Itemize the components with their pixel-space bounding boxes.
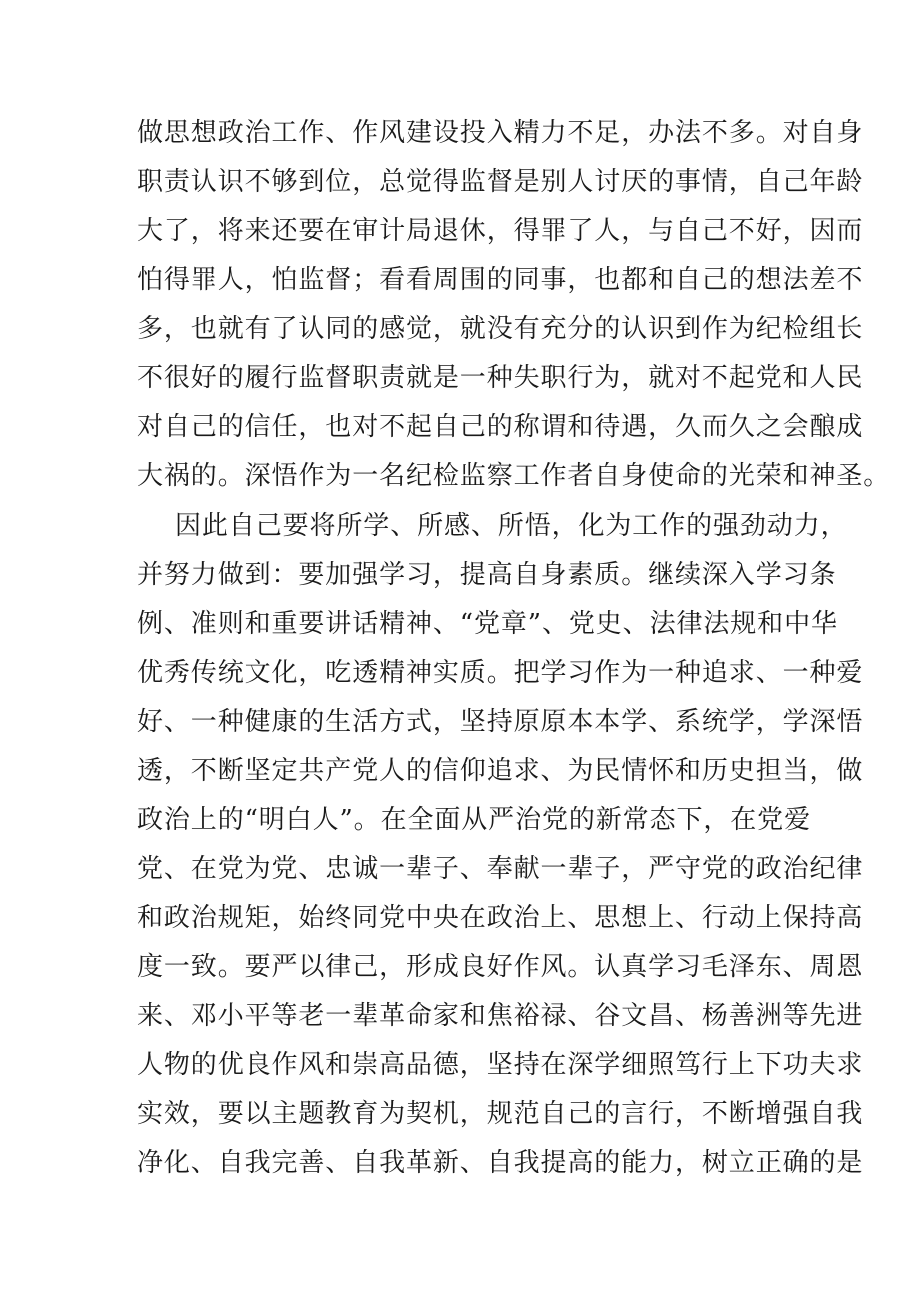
paragraph-1-line: 做思想政治工作、作风建设投入精力不足，办法不多。对自身 xyxy=(137,118,864,148)
paragraph-2-line: 例、准则和重要讲话精神、“党章”、党史、法律法规和中华 xyxy=(137,609,838,639)
paragraph-2-line: 来、邓小平等老一辈革命家和焦裕禄、谷文昌、杨善洲等先进 xyxy=(137,1001,864,1031)
paragraph-2-line: 党、在党为党、忠诚一辈子、奉献一辈子，严守党的政治纪律 xyxy=(137,854,864,884)
paragraph-2 xyxy=(137,502,864,1188)
paragraph-1-line: 大了，将来还要在审计局退休，得罪了人，与自己不好，因而 xyxy=(137,216,864,246)
paragraph-1-line: 多，也就有了认同的感觉，就没有充分的认识到作为纪检组长 xyxy=(137,314,864,344)
paragraph-2-line: 并努力做到：要加强学习，提高自身素质。继续深入学习条 xyxy=(137,560,837,590)
paragraph-2-line: 实效，要以主题教育为契机，规范自己的言行，不断增强自我 xyxy=(137,1099,864,1129)
paragraph-2-line: 优秀传统文化，吃透精神实质。把学习作为一种追求、一种爱 xyxy=(137,658,864,688)
paragraph-2-line: 和政治规矩，始终同党中央在政治上、思想上、行动上保持高 xyxy=(137,903,864,933)
paragraph-1-line: 职责认识不够到位，总觉得监督是别人讨厌的事情，自己年龄 xyxy=(137,167,864,197)
paragraph-2-line: 政治上的“明白人”。在全面从严治党的新常态下，在党爱 xyxy=(137,805,811,835)
paragraph-1-line: 怕得罪人，怕监督；看看周围的同事，也都和自己的想法差不 xyxy=(137,265,864,295)
paragraph-2-line: 度一致。要严以律己，形成良好作风。认真学习毛泽东、周恩 xyxy=(137,952,864,982)
paragraph-2-line: 好、一种健康的生活方式，坚持原原本本学、系统学，学深悟 xyxy=(137,707,864,737)
paragraph-1-line: 不很好的履行监督职责就是一种失职行为，就对不起党和人民 xyxy=(137,363,864,393)
paragraph-2-line: 人物的优良作风和崇高品德，坚持在深学细照笃行上下功夫求 xyxy=(137,1050,864,1080)
paragraph-2-first-line: 因此自己要将所学、所感、所悟，化为工作的强劲动力， xyxy=(175,511,848,541)
paragraph-2-line: 净化、自我完善、自我革新、自我提高的能力，树立正确的是 xyxy=(137,1148,864,1178)
paragraph-1-line: 对自己的信任，也对不起自己的称谓和待遇，久而久之会酿成 xyxy=(137,412,864,442)
paragraph-2-line: 透，不断坚定共产党人的信仰追求、为民情怀和历史担当，做 xyxy=(137,756,864,786)
paragraph-1-line: 大祸的。深悟作为一名纪检监察工作者自身使命的光荣和神圣。 xyxy=(137,461,891,491)
paragraph-1 xyxy=(137,109,891,501)
